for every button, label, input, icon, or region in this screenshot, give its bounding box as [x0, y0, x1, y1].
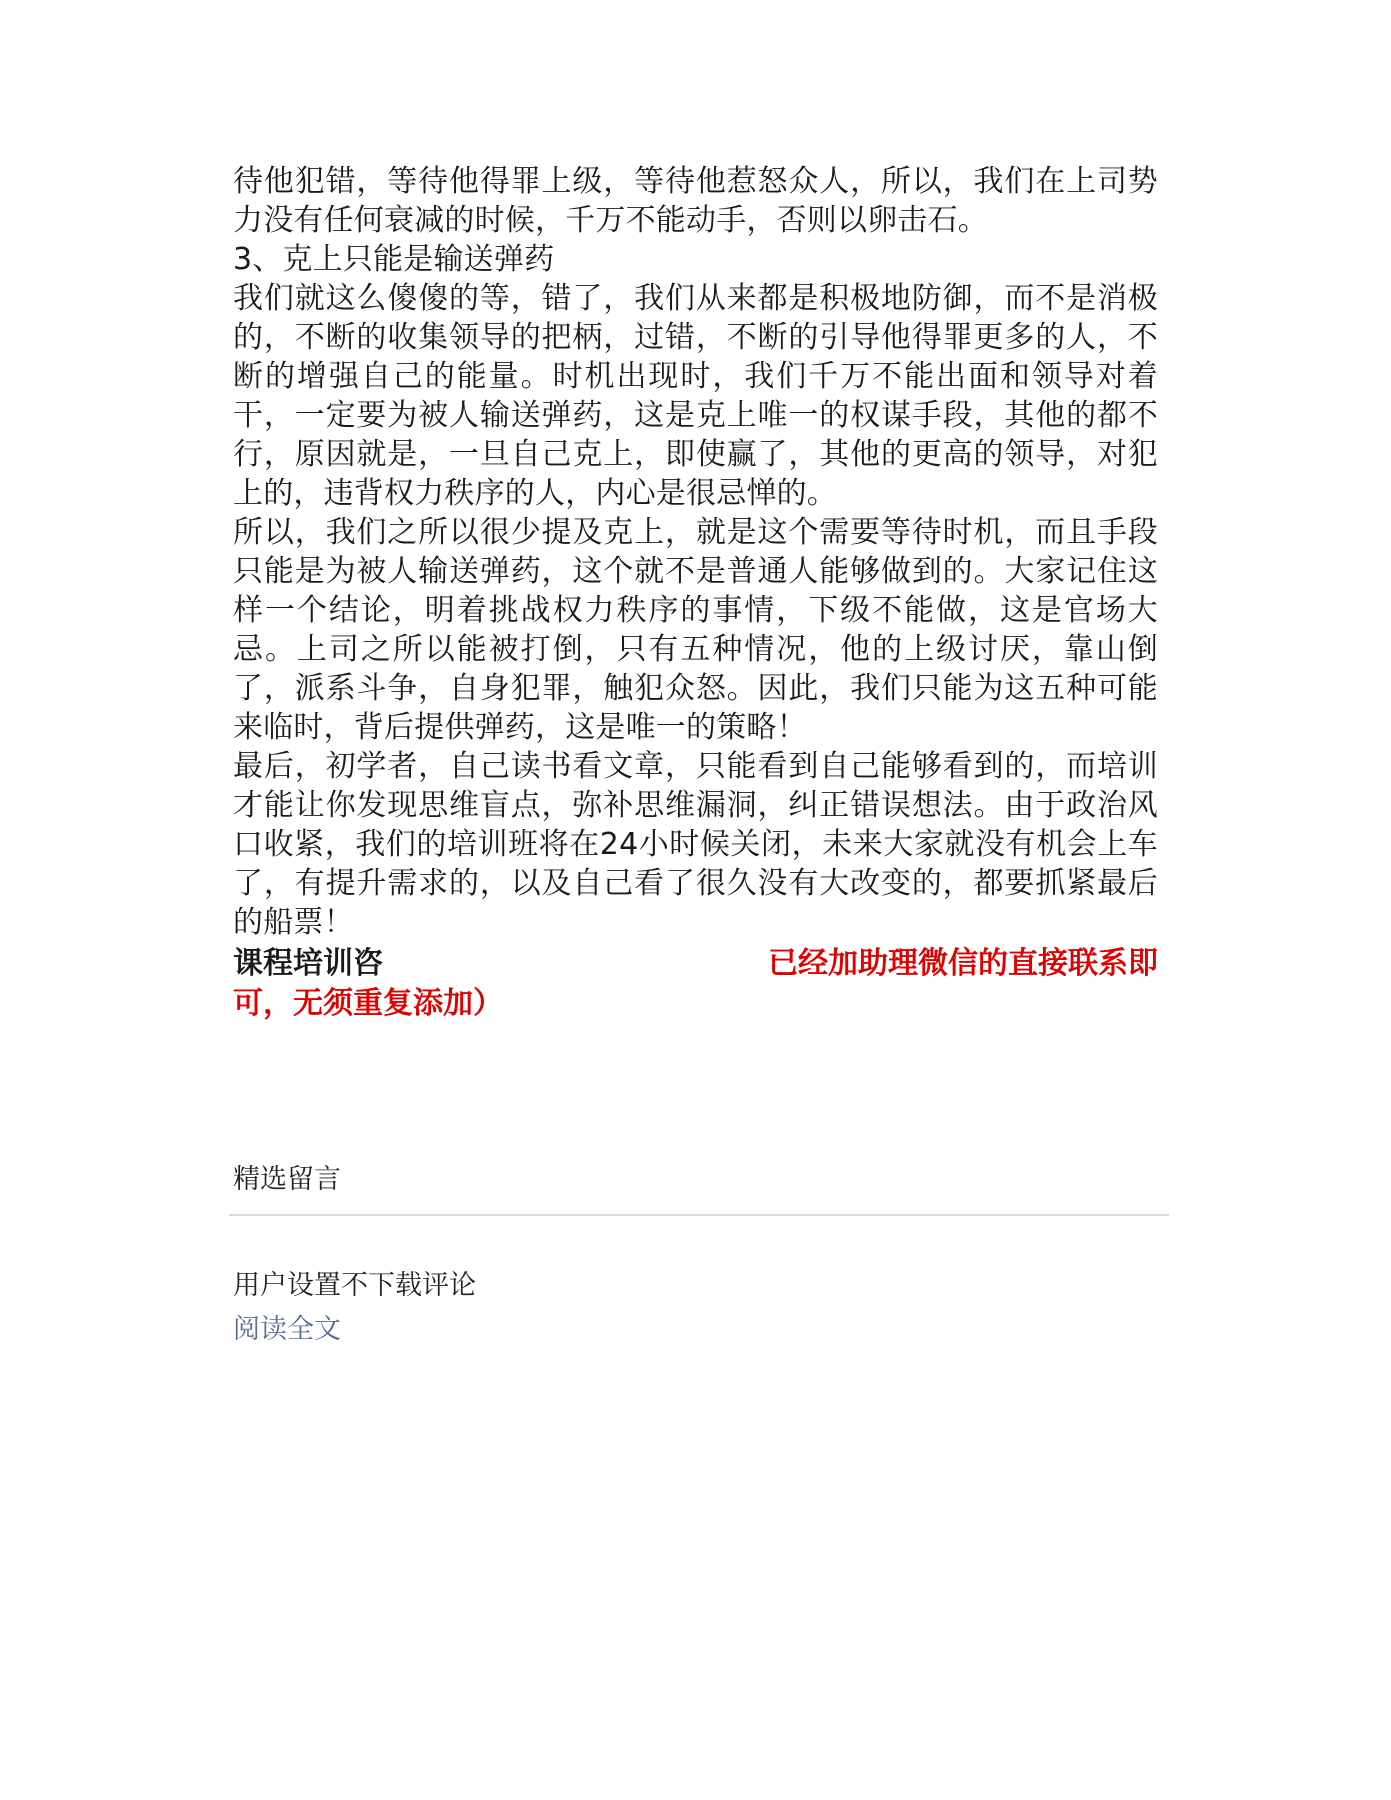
article-body — [233, 162, 1158, 1024]
read-all-link[interactable]: 阅读全文 — [233, 1314, 341, 1345]
comments-title: 精选留言 — [233, 1164, 341, 1195]
article-paragraph: 所以，我们之所以很少提及克上，就是这个需要等待时机，而且手段只能是为被人输送弹药，这个就不是普通人能够做到的。大家记住这样一个结论，明着挑战权力秩序的事情，下级不能做，这是官场大忌。上司之所以能被打倒，只有五种情况，他的上级讨厌，靠山倒了，派系斗争，自身犯罪，触犯众怒。因此，我们只能为这五种可能来临时，背后提供弹药，这是唯一的策略！ — [233, 515, 1158, 745]
wechat-contact-notice: 已经加助理微信的直接联系即 — [768, 946, 1158, 981]
comments-empty-notice: 用户设置不下载评论 — [233, 1270, 476, 1301]
article-subheading: 3、克上只能是输送弹药 — [233, 242, 555, 277]
course-consult-line — [233, 944, 1158, 984]
comments-section — [229, 1160, 1169, 1350]
article-paragraph: 我们就这么傻傻的等，错了，我们从来都是积极地防御，而不是消极的，不断的收集领导的把柄，过错，不断的引导他得罪更多的人，不断的增强自己的能量。时机出现时，我们千万不能出面和领导对着干，一定要为被人输送弹药，这是克上唯一的权谋手段，其他的都不行，原因就是，一旦自己克上，即使赢了，其他的更高的领导，对犯上的，违背权力秩序的人，内心是很忌惮的。 — [233, 281, 1158, 511]
course-consult-label: 课程培训咨 — [233, 946, 383, 981]
article-paragraph: 待他犯错，等待他得罪上级，等待他惹怒众人，所以，我们在上司势力没有任何衰减的时候，千万不能动手，否则以卵击石。 — [233, 164, 1158, 238]
no-duplicate-add-notice: 可，无须重复添加） — [233, 986, 503, 1021]
article-paragraph: 最后，初学者，自己读书看文章，只能看到自己能够看到的，而培训才能让你发现思维盲点，弥补思维漏洞，纠正错误想法。由于政治风口收紧，我们的培训班将在24小时候关闭，未来大家就没有机会上车了，有提升需求的，以及自己看了很久没有大改变的，都要抓紧最后的船票！ — [233, 749, 1158, 940]
comments-divider — [229, 1214, 1169, 1216]
